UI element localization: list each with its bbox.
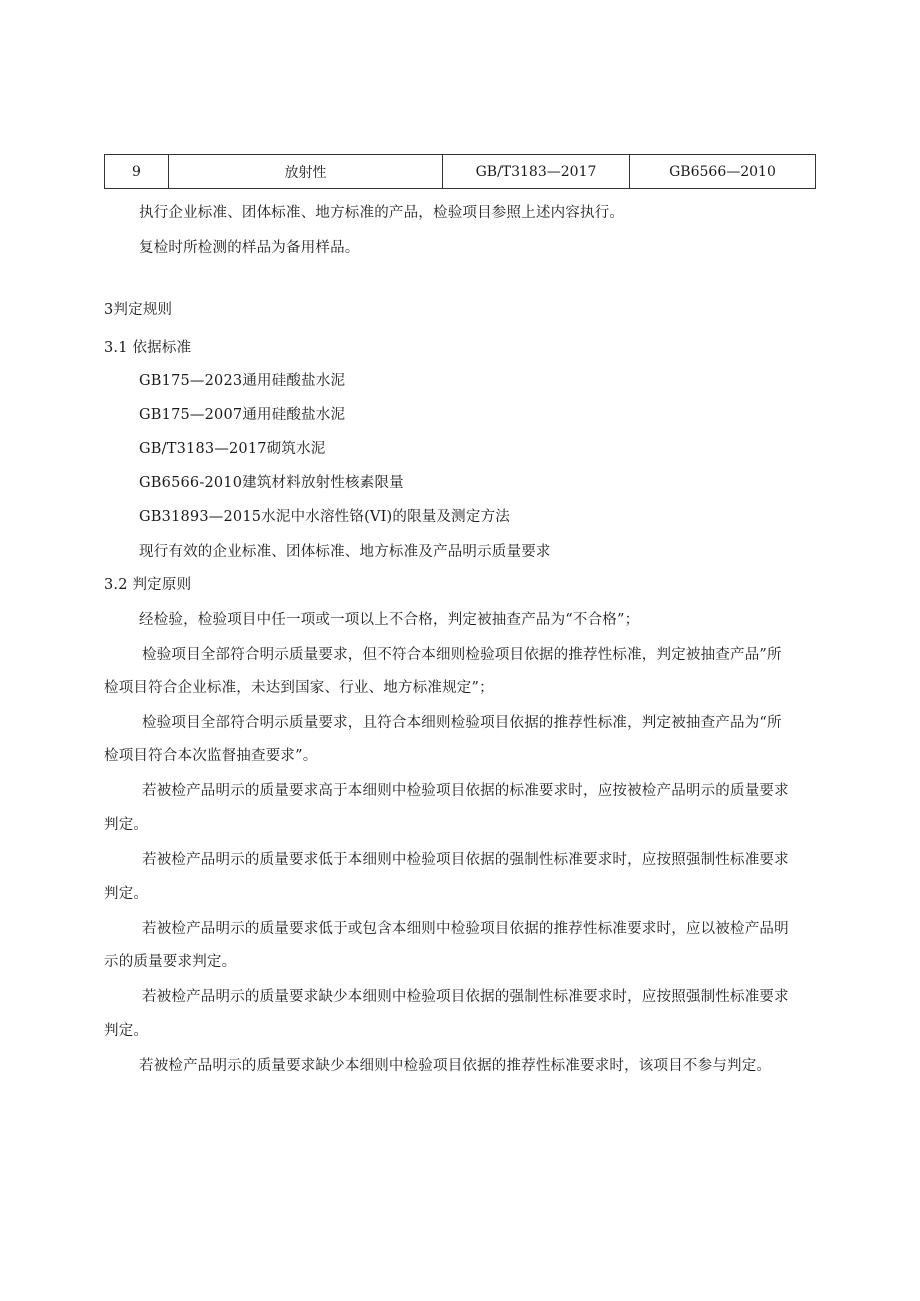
table-row bbox=[105, 155, 816, 189]
principle-paragraph: 若被检产品明示的质量要求缺少本细则中检验项目依据的推荐性标准要求时，该项目不参与判定。 bbox=[139, 1058, 772, 1074]
standard-list-item: GB31893—2015水泥中水溶性铬(VI)的限量及测定方法 bbox=[139, 509, 510, 525]
section-3-1-title: 3.1 依据标准 bbox=[104, 340, 192, 356]
row-index: 9 bbox=[105, 155, 169, 189]
principle-paragraph-cont: 检项目符合企业标准，未达到国家、行业、地方标准规定”； bbox=[104, 680, 494, 696]
inspection-table bbox=[104, 154, 816, 189]
principle-paragraph: 检验项目全部符合明示质量要求，且符合本细则检验项目依据的推荐性标准，判定被抽查产品为“所 bbox=[142, 715, 782, 731]
note-retest-sample: 复检时所检测的样品为备用样品。 bbox=[139, 240, 360, 256]
standard-list-item: 现行有效的企业标准、团体标准、地方标准及产品明示质量要求 bbox=[139, 544, 551, 560]
row-item: 放射性 bbox=[169, 155, 443, 189]
section-3-2-title: 3.2 判定原则 bbox=[104, 577, 192, 593]
note-enterprise-standards: 执行企业标准、团体标准、地方标准的产品，检验项目参照上述内容执行。 bbox=[139, 205, 625, 221]
principle-paragraph-cont: 判定。 bbox=[104, 886, 149, 902]
standard-list-item: GB175—2023通用硅酸盐水泥 bbox=[139, 373, 346, 389]
principle-paragraph-cont: 示的质量要求判定。 bbox=[104, 954, 237, 970]
principle-paragraph-cont: 判定。 bbox=[104, 817, 149, 833]
principle-paragraph: 若被检产品明示的质量要求低于或包含本细则中检验项目依据的推荐性标准要求时，应以被检产品明 bbox=[142, 921, 789, 937]
row-method-standard: GB/T3183—2017 bbox=[443, 155, 630, 189]
principle-paragraph-cont: 判定。 bbox=[104, 1023, 149, 1039]
standard-list-item: GB6566-2010建筑材料放射性核素限量 bbox=[139, 475, 404, 491]
principle-paragraph: 若被检产品明示的质量要求缺少本细则中检验项目依据的强制性标准要求时，应按照强制性标准要求 bbox=[142, 989, 789, 1005]
principle-paragraph: 经检验，检验项目中任一项或一项以上不合格，判定被抽查产品为“不合格”； bbox=[139, 612, 640, 628]
principle-paragraph: 若被检产品明示的质量要求低于本细则中检验项目依据的强制性标准要求时，应按照强制性标准要求 bbox=[142, 852, 789, 868]
principle-paragraph: 若被检产品明示的质量要求高于本细则中检验项目依据的标准要求时，应按被检产品明示的质量要求 bbox=[142, 783, 789, 799]
row-judgement-standard: GB6566—2010 bbox=[630, 155, 816, 189]
principle-paragraph: 检验项目全部符合明示质量要求，但不符合本细则检验项目依据的推荐性标准，判定被抽查产品”所 bbox=[142, 647, 782, 663]
standard-list-item: GB/T3183—2017砌筑水泥 bbox=[139, 441, 326, 457]
standard-list-item: GB175—2007通用硅酸盐水泥 bbox=[139, 407, 346, 423]
principle-paragraph-cont: 检项目符合本次监督抽查要求”。 bbox=[104, 748, 318, 764]
section-3-title: 3判定规则 bbox=[104, 302, 173, 318]
